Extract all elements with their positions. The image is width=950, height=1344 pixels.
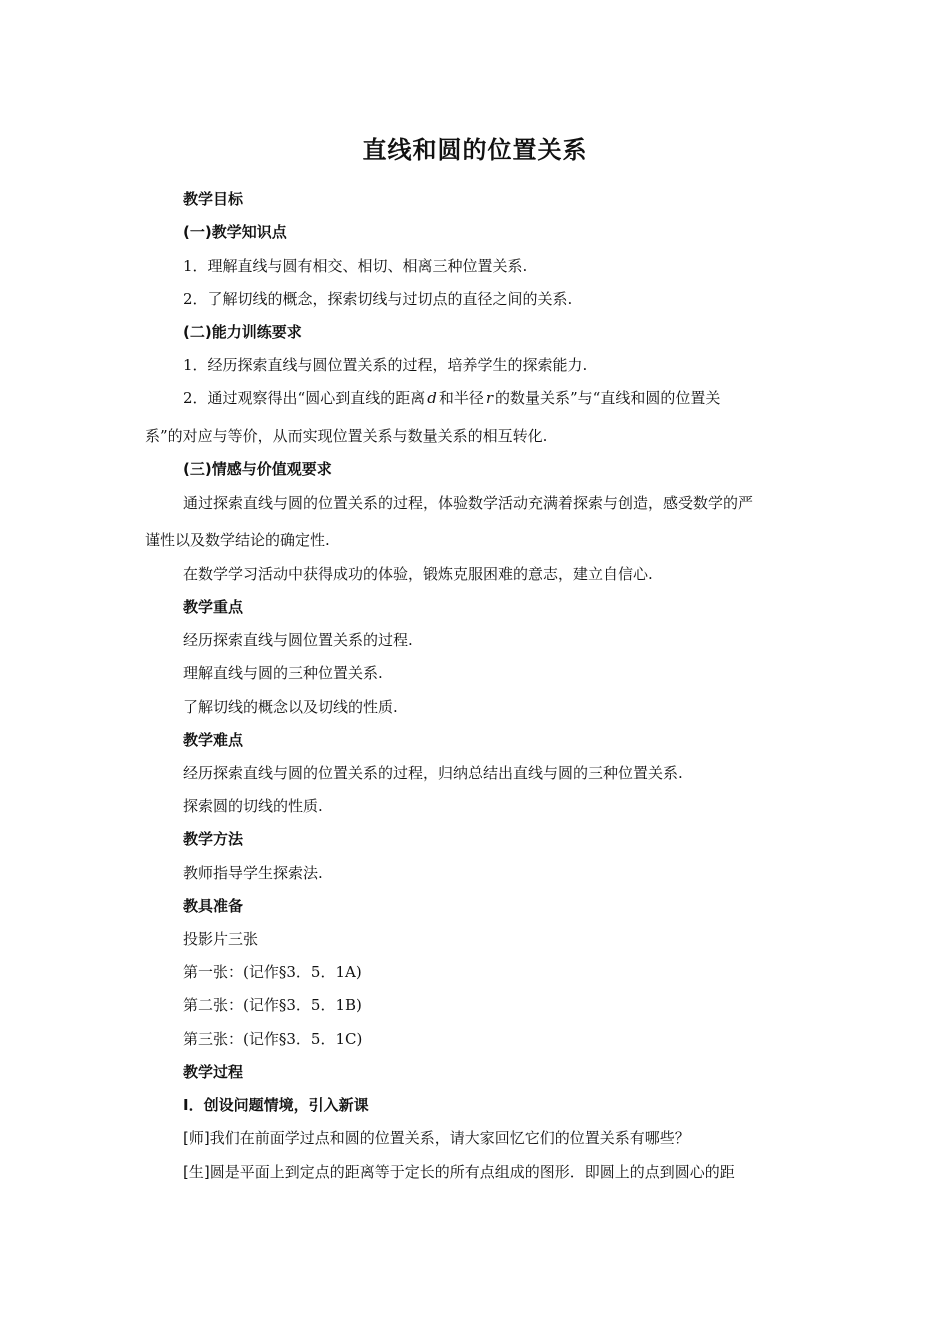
tool-item-1: 投影片三张 [183,930,259,948]
ability-item-2-line2: 系”的对应与等价，从而实现位置关系与数量关系的相互转化. [145,427,548,445]
difficulty-1: 经历探索直线与圆的位置关系的过程，归纳总结出直线与圆的三种位置关系. [183,764,683,782]
section-heading-process: 教学过程 [183,1063,244,1081]
variable-d: d [427,389,437,407]
subheading-values: (三)情感与价值观要求 [183,460,332,478]
key-point-3: 了解切线的概念以及切线的性质. [183,698,398,716]
page-title: 直线和圆的位置关系 [362,136,588,164]
knowledge-item-1: 1．理解直线与圆有相交、相切、相离三种位置关系. [183,257,528,275]
subheading-ability: (二)能力训练要求 [183,323,302,341]
teacher-text: 我们在前面学过点和圆的位置关系，请大家回忆它们的位置关系有哪些？ [209,1129,690,1147]
ability-item-2-part3: 的数量关系”与“直线和圆的位置关 [495,389,721,407]
section-heading-difficulties: 教学难点 [183,731,244,749]
values-paragraph-1: 通过探索直线与圆的位置关系的过程，体验数学活动充满着探索与创造，感受数学的严 [183,494,754,512]
section-heading-objectives: 教学目标 [183,190,244,208]
student-tag: [生] [183,1163,210,1181]
values-paragraph-1-line2: 谨性以及数学结论的确定性. [145,531,330,549]
process-section-1-heading: Ⅰ．创设问题情境，引入新课 [183,1096,369,1114]
tool-item-2: 第一张：(记作§3．5．1A) [183,963,362,981]
section-heading-tools: 教具准备 [183,897,244,915]
key-point-2: 理解直线与圆的三种位置关系. [183,664,383,682]
values-paragraph-2: 在数学学习活动中获得成功的体验，锻炼克服困难的意志，建立自信心. [183,565,653,583]
key-point-1: 经历探索直线与圆位置关系的过程. [183,631,413,649]
subheading-knowledge: (一)教学知识点 [183,223,287,241]
teacher-line [183,1127,813,1149]
ability-item-2-part1: 2．通过观察得出“圆心到直线的距离 [183,389,426,407]
knowledge-item-2: 2．了解切线的概念，探索切线与过切点的直径之间的关系. [183,290,573,308]
ability-item-1: 1．经历探索直线与圆位置关系的过程，培养学生的探索能力. [183,356,588,374]
teacher-tag: [师] [183,1129,210,1147]
tool-item-4: 第三张：(记作§3．5．1C) [183,1030,363,1048]
ability-item-2-part2: 和半径 [438,389,484,407]
student-line [183,1161,813,1183]
variable-r: r [485,389,494,407]
tool-item-3: 第二张：(记作§3．5．1B) [183,996,362,1014]
ability-item-2 [183,387,813,409]
student-text: 圆是平面上到定点的距离等于定长的所有点组成的图形．即圆上的点到圆心的距 [209,1163,735,1181]
section-heading-method: 教学方法 [183,830,244,848]
difficulty-2: 探索圆的切线的性质. [183,797,323,815]
method-text: 教师指导学生探索法. [183,864,323,882]
section-heading-key-points: 教学重点 [183,598,244,616]
